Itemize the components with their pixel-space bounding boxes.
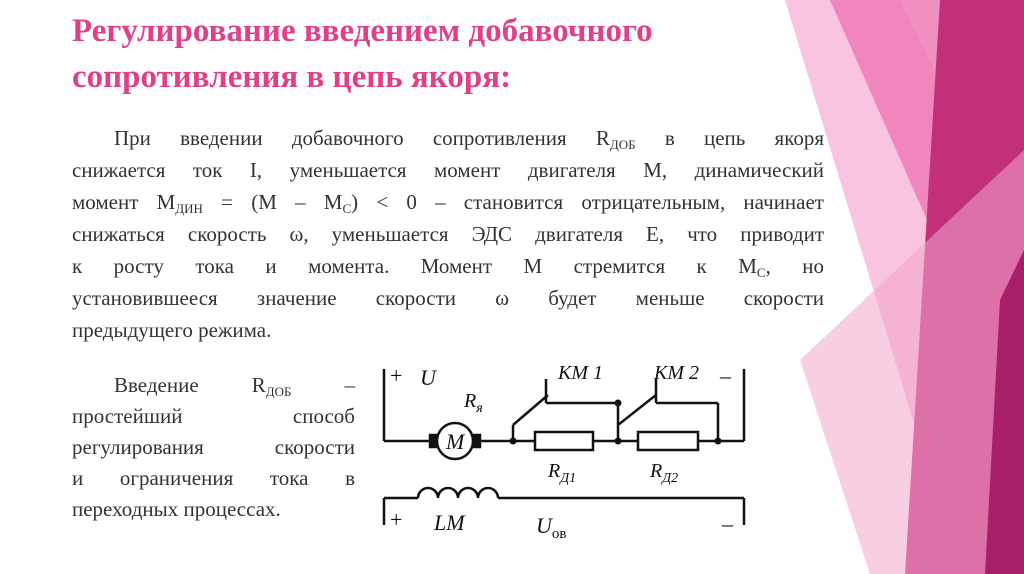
paragraph-line: предыдущего режима. bbox=[72, 318, 272, 342]
side-note-line: простейший способ bbox=[72, 404, 355, 428]
label-minus-top: – bbox=[720, 363, 731, 388]
side-note-line: переходных процессах. bbox=[72, 497, 281, 521]
label-km2: KM 2 bbox=[654, 362, 699, 384]
junction-node2-top bbox=[615, 400, 622, 407]
motor-brush-left bbox=[430, 435, 436, 447]
field-winding-lm bbox=[418, 488, 498, 498]
side-note-line: и ограничения тока в bbox=[72, 466, 355, 490]
label-lm: LM bbox=[434, 510, 465, 535]
slide-title-line1: Регулирование введением добавочного bbox=[72, 13, 653, 49]
motor-brush-right bbox=[474, 435, 480, 447]
label-km1: KM 1 bbox=[558, 362, 603, 384]
resistor-rd2 bbox=[638, 432, 698, 450]
circuit-diagram bbox=[370, 355, 760, 555]
side-note-line: Введение $R_{ДОБ}$ – bbox=[114, 373, 356, 399]
label-ra: $R_я$ bbox=[464, 390, 483, 416]
paragraph-line: установившееся значение скорости ω будет меньше скорости bbox=[72, 286, 824, 310]
paragraph-line: снижаться скорость ω, уменьшается ЭДС двигателя E, что приводит bbox=[72, 222, 824, 246]
side-note-line: регулирования скорости bbox=[72, 435, 355, 459]
resistor-rd1 bbox=[535, 432, 593, 450]
paragraph-line: При введении добавочного сопротивления $R_{ДОБ}$ в цепь якоря bbox=[114, 126, 825, 152]
paragraph-line: к росту тока и момента. Момент M стремится к $M_С$, но bbox=[72, 254, 824, 280]
junction-node1 bbox=[510, 438, 517, 445]
main-paragraph bbox=[72, 122, 824, 346]
label-plus-top: + bbox=[390, 363, 403, 388]
paragraph-line: момент $M_{ДИН} = (M - M_С) < 0$ – становится отрицательным, начинает bbox=[72, 190, 824, 216]
contact-km2 bbox=[618, 395, 656, 425]
label-u: U bbox=[420, 365, 436, 390]
junction-node3 bbox=[715, 438, 722, 445]
label-rd1: $R_{Д1}$ bbox=[548, 460, 577, 486]
label-rd2: $R_{Д2}$ bbox=[650, 460, 679, 486]
label-motor: M bbox=[446, 429, 465, 454]
junction-node2-bottom bbox=[615, 438, 622, 445]
paragraph-line: снижается ток I, уменьшается момент двигателя M, динамический bbox=[72, 158, 824, 182]
label-uov: $U_{ов}$ bbox=[536, 513, 567, 542]
side-note bbox=[72, 370, 355, 525]
label-plus-bottom: + bbox=[390, 507, 403, 532]
slide-title bbox=[72, 8, 772, 100]
slide-title-line2: сопротивления в цепь якоря: bbox=[72, 59, 512, 95]
label-minus-bottom: – bbox=[722, 511, 733, 536]
contact-km1 bbox=[513, 395, 548, 425]
